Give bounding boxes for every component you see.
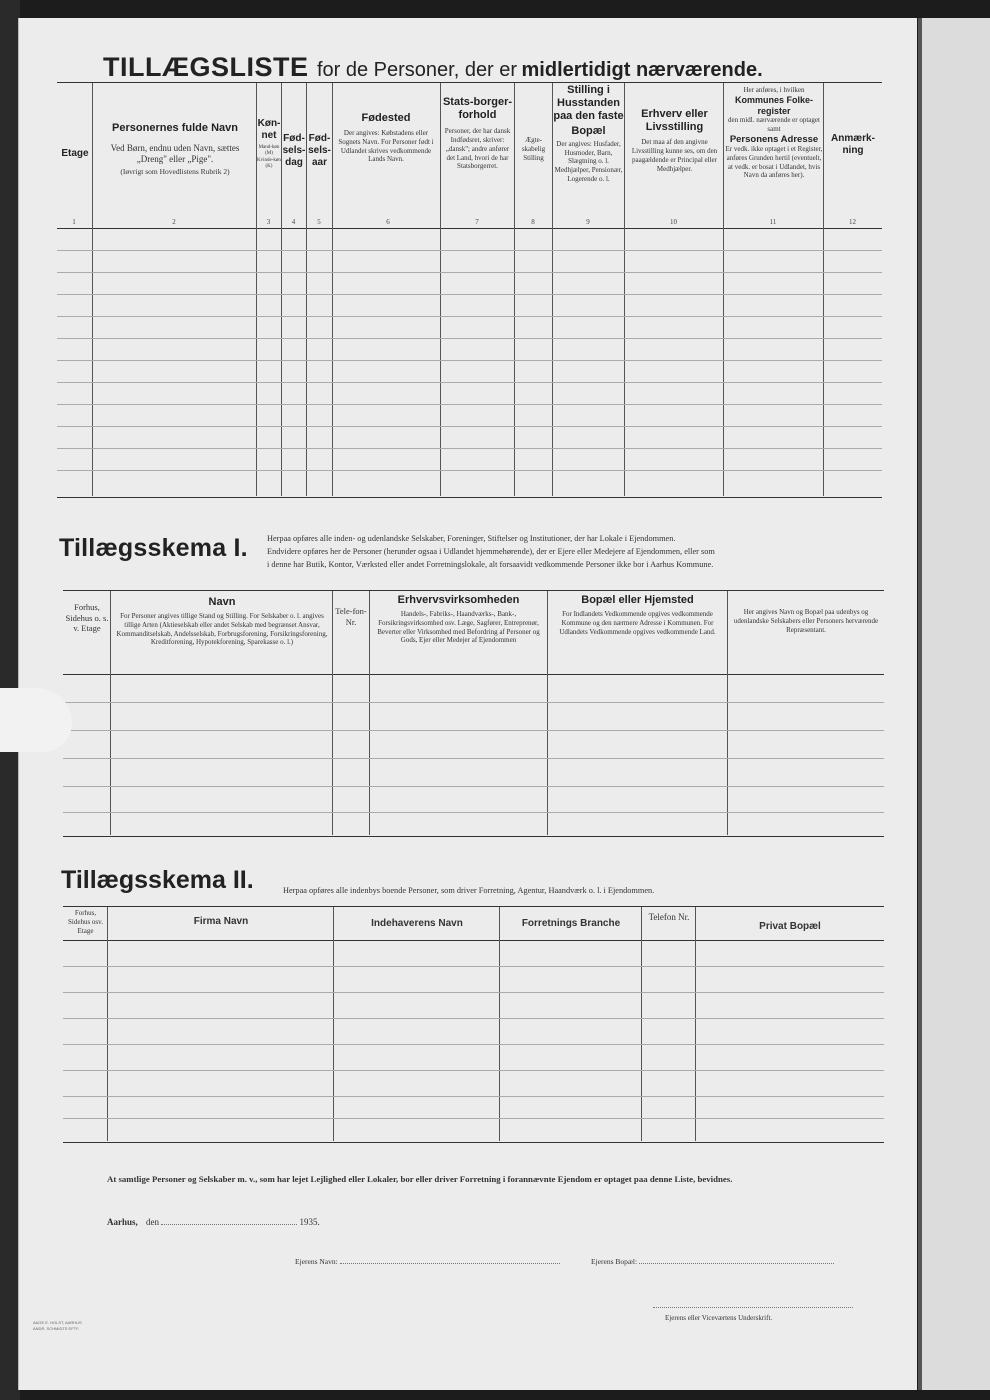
col-num: 11	[769, 218, 777, 226]
owner-name-label: Ejerens Navn:	[295, 1257, 338, 1266]
page-title	[103, 52, 903, 83]
col-folkeregister-header: Her anføres, i hvilken Kommunes Folke-register den midl. nærværende er optaget samt Personens Adresse Er vedk. ikke optaget i et Register, anføres Grunden hertil (eventuelt, at vedk. er bosat i Udlandet, hvis Navn da anføres her).	[725, 86, 823, 180]
skema1-title: Tillægsskema I.	[59, 534, 248, 562]
col-foedselsdag-header: Fød-sels-dag	[282, 133, 306, 168]
place-label: Aarhus,	[107, 1217, 138, 1227]
owner-address-line	[591, 1257, 834, 1266]
title-main: TILLÆGSLISTE	[103, 52, 309, 82]
col-foedested-header: Fødested Der angives: Købstadens eller Sognets Navn. For Personer født i Udlandet skrives vedkommende Lands Navn.	[338, 112, 434, 164]
col-erhverv-header: Erhverv eller Livsstilling Det maa af den angivne Livsstilling kunne ses, om den paagældende er Principal eller Medhjælper.	[631, 108, 718, 173]
skema2-text: Herpaa opføres alle indenbys boende Personer, som driver Forretning, Agentur, Haandværk o. l. i Ejendommen.	[283, 886, 655, 895]
col-navn-header: Personernes fulde Navn Ved Børn, endnu uden Navn, sættes „Dreng" eller „Pige". (Iøvrigt som Hovedlistens Rubrik 2)	[110, 122, 240, 177]
s2-col-telefon-header: Telefon Nr.	[648, 912, 690, 922]
col-num: 5	[317, 218, 321, 226]
next-page-edge	[918, 18, 990, 1390]
title-mid: for de Personer, der er	[316, 59, 518, 81]
s2-col-bopael-header: Privat Bopæl	[759, 921, 821, 932]
s1-col-telefon-header: Tele-fon-Nr.	[335, 606, 367, 627]
owner-name-line	[295, 1257, 560, 1266]
col-num: 4	[291, 218, 296, 226]
s2-col-firma-header: Firma Navn	[193, 916, 249, 927]
year-label: 1935.	[299, 1217, 320, 1227]
signature-label: Ejerens eller Viceværtens Underskrift.	[665, 1314, 773, 1322]
form-page	[18, 18, 917, 1390]
attestation-text: At samtlige Personer og Selskaber m. v., som har lejet Lejlighed eller Lokaler, bor eller driver Forretning i forannævnte Ejendom er optaget paa denne Liste, bevidnes.	[107, 1174, 733, 1184]
col-num: 2	[172, 218, 176, 226]
s2-col-indehaver-header: Indehaverens Navn	[371, 918, 463, 929]
col-foedselsaar-header: Fød-sels-aar	[308, 133, 331, 168]
title-end: midlertidigt nærværende.	[521, 59, 763, 81]
owner-address-label: Ejerens Bopæl:	[591, 1257, 638, 1266]
s1-col-repraesentant-header: Her angives Navn og Bopæl paa udenbys og udenlandske Selskabers eller Personers herværende Repræsentant.	[733, 608, 879, 634]
col-num: 3	[266, 218, 271, 226]
skema1-text: Herpaa opføres alle inden- og udenlandske Selskaber, Foreninger, Stiftelser og Institutioner, der har Lokale i Ejendommen. Endvidere opføres her de Personer (herunder ogsaa i Udlandet hjemmehørende), der er Ejere eller Medejere af Ejendommen, eller som i denne har Butik, Kontor, Værksted eller andet Forretningslokale, alt forsaavidt vedkommende Personer ikke bor i Aarhus Kommune.	[267, 534, 715, 569]
s1-col-bopael-header: Bopæl eller Hjemsted For Indlandets Vedkommende opgives vedkommende Kommune og den nærmere Adresse i Kommunen. For Udlandets Vedkommende opgives vedkommende Land.	[559, 594, 716, 636]
col-koen-header: Køn-net Mand-køn (M) Kvinde-køn (K)	[257, 118, 281, 169]
signature-line	[653, 1307, 853, 1308]
thumb-obstruction	[0, 688, 72, 752]
col-aegteskab-header: Ægte-skabelig Stilling	[521, 136, 546, 162]
s1-col-navn-header: Navn For Personer angives tillige Stand og Stilling. For Selskaber o. l. angives tillige Arten (Aktieselskab eller andet Selskab med begrænset Ansvar, Kommanditselskab, Andelsselskab, Forbrugsforening, Forsikringsforening, Kreditforening, Hypotekforening, Sparekasse o. l.)	[116, 596, 328, 647]
col-anmaerkning-header: Anmærk-ning	[831, 133, 875, 156]
col-num: 12	[849, 218, 856, 226]
col-stilling-header: Stilling i Husstanden paa den faste Bopæl Der angives: Husfader, Husmoder, Barn, Slægtning o. l. Medhjælper, Pensionær, Logerende o. l.	[553, 84, 624, 183]
skema2-table	[63, 906, 884, 1143]
s1-col-erhverv-header: Erhvervsvirksomheden Handels-, Fabriks-, Haandværks-, Bank-, Forsikringsvirksomhed osv. Læge, Sagfører, Entreprenør, Beverter eller Virksomhed med Befordring af Personer og Gods, Ejer eller Medejer af Ejendommen	[377, 594, 540, 645]
date-line	[107, 1217, 320, 1227]
skema2-title: Tillægsskema II.	[61, 866, 254, 894]
col-num: 7	[475, 218, 479, 226]
col-etage-header: Etage	[61, 148, 89, 159]
col-num: 1	[72, 218, 76, 226]
printer-imprint: AAGE E. HOLST, AARHUS ANDR. SCHMIDTS EFTF.	[33, 1320, 82, 1331]
col-num: 9	[586, 218, 590, 226]
col-statsborger-header: Stats-borger-forhold Personer, der har dansk Indfødsret, skriver: „dansk"; andre anfører det Land, hvori de har Statsborgerret.	[442, 96, 513, 171]
s2-col-branche-header: Forretnings Branche	[521, 918, 621, 929]
den-label: den	[146, 1217, 160, 1227]
col-num: 10	[670, 218, 677, 226]
s1-col-etage-header: Forhus, Sidehus o. s. v. Etage	[65, 602, 109, 634]
s2-col-etage-header: Forhus, Sidehus osv. Etage	[68, 909, 103, 935]
col-num: 6	[386, 218, 390, 226]
col-num: 8	[531, 218, 535, 226]
